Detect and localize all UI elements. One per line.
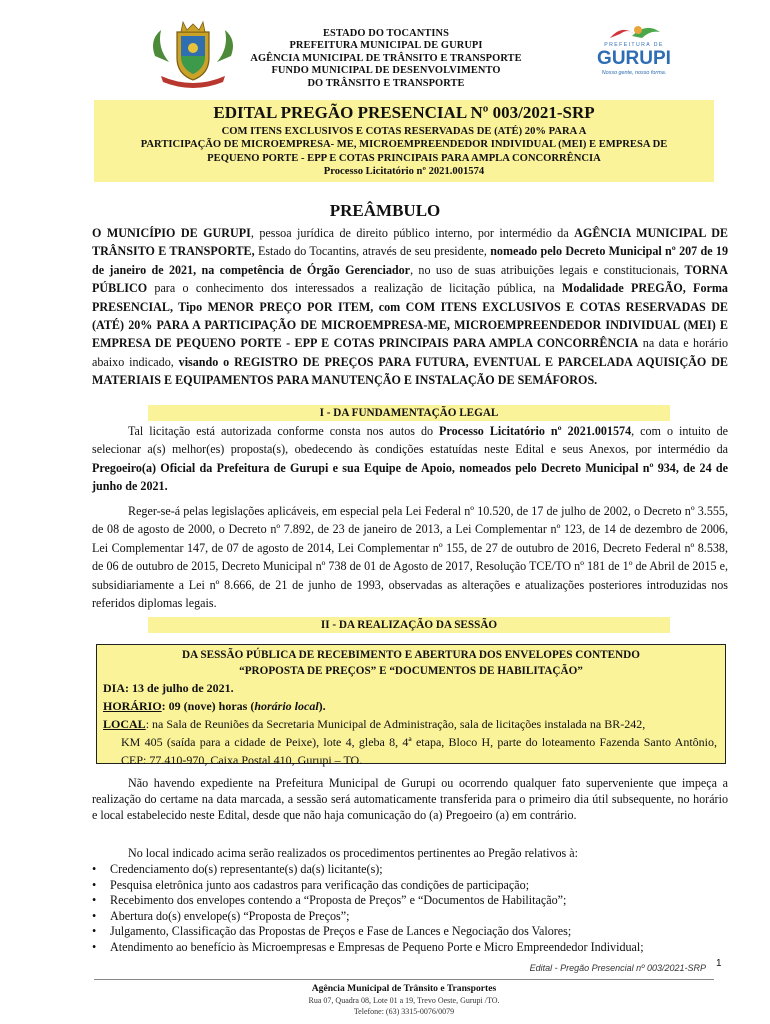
logo-top-text: PREFEITURA DE [604,42,664,48]
footer-address: Rua 07, Quadra 08, Lote 01 a 19, Trevo Oeste, Gurupi /TO. [308,996,500,1005]
gurupi-logo-icon [572,22,696,82]
municipal-crest-icon [147,18,239,88]
paragraph-text: , com o intuito de selecionar a(s) melhor(es) proposta(s), obedecendo às condições estatuídas neste Edital e seus Anexos, por intermédio da [92,424,729,457]
section-heading-fundamentacao: I - DA FUNDAMENTAÇÃO LEGAL [148,405,670,421]
footer-divider [94,979,714,980]
header-line: DO TRÂNSITO E TRANSPORTE [307,77,465,89]
list-item-text: Julgamento, Classificação das Propostas de Preços e Fase de Lances e Negociação dos Valores; [110,924,572,939]
edital-title: EDITAL PREGÃO PRESENCIAL Nº 003/2021-SRP [213,103,595,122]
footer-organization: Agência Municipal de Trânsito e Transportes [311,983,497,994]
preamble-bold: TORNA PÚBLICO [92,262,728,296]
bullet-icon: • [92,924,97,939]
preamble-text: na data e horário abaixo indicado, [92,336,728,369]
fundamentacao-paragraph-2: Reger-se-á pelas legislações aplicáveis, em especial pela Lei Federal nº 10.520, de 17 de julho de 2002, o Decreto nº 3.555, de 08 de agosto de 2000, o Decreto nº 7.892, de 23 de janeiro de 2013, a Lei Complementar nº 123, de 14 de dezembro de 2006, Lei Complementar 147, de 07 de agosto de 2014, Lei Complementar nº 155, de 27 de outubro de 2016, Decreto Federal nº 8.538, de 06 de outubro de 2015, Decreto Municipal nº 738 de 01 de Agosto de 2017, Resolução TCE/TO nº 181 de 1º de Abril de 2015 e, subsidiariamente a Lei nº 8.666, de 21 de junho de 1993, observadas as alterações e atualizações posteriores introduzidas nos referidos diplomas legais. [92,504,728,611]
time-value: : 09 (nove) horas ( [161,699,255,713]
list-item [92,862,728,878]
bullet-icon: • [92,908,97,923]
page-number: 1 [716,958,722,969]
list-item-text: Credenciamento do(s) representante(s) da(s) licitante(s); [110,862,383,876]
session-time [97,697,725,715]
paragraph-bold: Processo Licitatório nº 2021.001574 [439,424,632,438]
postponement-paragraph: Não havendo expediente na Prefeitura Municipal de Gurupi ou ocorrendo qualquer fato superveniente que impeça a realização do certame na data marcada, a sessão será automaticamente transferida para o primeiro dia útil subsequente, no horário e local estabelecido neste Edital, desde que não haja comunicação do (a) Pregoeiro (a) em contrário. [92,776,728,822]
bullet-icon: • [92,862,97,876]
session-heading-line: DA SESSÃO PÚBLICA DE RECEBIMENTO E ABERTURA DOS ENVELOPES CONTENDO [182,649,640,661]
header-line: FUNDO MUNICIPAL DE DESENVOLVIMENTO [271,65,501,77]
list-item-text: Abertura do(s) envelope(s) “Proposta de Preços”; [110,908,350,923]
bullet-icon: • [92,877,97,892]
bullet-icon: • [92,939,97,954]
list-item [92,878,728,894]
preamble-bold: Modalidade PREGÃO, Forma PRESENCIAL, Tipo MENOR PREÇO POR ITEM, com COM ITENS EXCLUSIVOS E COTAS RESERVADAS DE (ATÉ) 20% PARA A PARTICIPAÇÃO DE MICROEMPRESA-ME, MICROEMPREENDEDOR INDIVIDUAL (MEI) E EMPRESA DE PEQUENO PORTE - EPP E COTAS PRINCIPAIS PARA AMPLA CONCORRÊNCIA [92,281,728,351]
preamble-text: Estado do Tocantins, através de seu presidente, [254,244,491,259]
preamble-paragraph [92,224,728,390]
session-location [97,715,725,770]
header-line: PREFEITURA MUNICIPAL DE GURUPI [289,40,483,52]
time-label: HORÁRIO [103,699,162,713]
time-end: ). [318,699,326,713]
list-item-text: Pesquisa eletrônica junto aos cadastros para verificação das condições de participação; [110,877,530,892]
edital-reference: Edital - Pregão Presencial nº 003/2021-SRP [529,963,706,973]
time-note: horário local [254,699,319,713]
session-heading-line: “PROPOSTA DE PREÇOS” E “DOCUMENTOS DE HABILITAÇÃO” [239,664,583,677]
procedures-list [92,862,728,956]
list-item-text: Recebimento dos envelopes contendo a “Proposta de Preços” e “Documentos de Habilitação”; [110,893,567,908]
preamble-heading: PREÂMBULO [329,201,441,220]
list-item [92,940,728,956]
list-item [92,893,728,909]
fundamentacao-paragraph-1 [92,422,728,496]
location-text: : na Sala de Reuniões da Secretaria Municipal de Administração, sala de licitações instalada na BR-242, [145,717,646,731]
preamble-text: para o conhecimento dos interessados a realização de licitação pública, na [147,281,562,296]
edital-title-box [94,100,714,182]
session-box-heading [97,645,725,679]
edital-subtitle [94,125,714,179]
footer-phone: Telefone: (63) 3315-0076/0079 [353,1007,455,1016]
subtitle-line: PEQUENO PORTE - EPP E COTAS PRINCIPAIS PARA AMPLA CONCORRÊNCIA [207,152,601,164]
preamble-text: , pessoa jurídica de direito público interno, por intermédio da [250,226,575,240]
logo-slogan-text: Nosso gente, nosso forma. [601,70,667,76]
location-label: LOCAL [103,717,146,731]
list-item-text: Atendimento ao benefício às Microempresas e Empresas de Pequeno Porte e Micro Empreendedor Individual; [110,939,644,954]
preamble-text: , no uso de suas atribuições legais e constitucionais, [410,262,685,277]
location-text-continued: KM 405 (saída para a cidade de Peixe), lote 4, gleba 8, 4ª etapa, Bloco H, parte do loteamento Fazenda Santo Antônio, CEP: 77.410-970, Caixa Postal 410, Gurupi – TO. [121,735,717,768]
procedures-intro: No local indicado acima serão realizados os procedimentos pertinentes ao Pregão relativos à: [128,846,578,860]
process-number: Processo Licitatório nº 2021.001574 [323,166,485,178]
session-date: DIA: 13 de julho de 2021. [103,681,234,695]
logo-name-text: GURUPI [597,48,671,69]
page-footer [94,983,714,1017]
preamble-bold: O MUNICÍPIO DE GURUPI [92,226,251,240]
preamble-bold: AGÊNCIA MUNICIPAL DE TRÂNSITO E TRANSPORTE, [92,226,728,259]
paragraph-bold: Pregoeiro(a) Oficial da Prefeitura de Gurupi e sua Equipe de Apoio, nomeados pelo Decreto Municipal nº 934, de 24 de junho de 2021. [92,460,728,494]
list-item [92,924,728,940]
header-line: ESTADO DO TOCANTINS [322,28,450,39]
header-lines [236,28,536,90]
subtitle-line: PARTICIPAÇÃO DE MICROEMPRESA- ME, MICROEMPREENDEDOR INDIVIDUAL (MEI) E EMPRESA DE [140,139,668,151]
session-info-box [96,644,726,768]
subtitle-line: COM ITENS EXCLUSIVOS E COTAS RESERVADAS DE (ATÉ) 20% PARA A [221,126,587,137]
preamble-bold: visando o REGISTRO DE PREÇOS PARA FUTURA, EVENTUAL E PARCELADA AQUISIÇÃO DE MATERIAIS E EQUIPAMENTOS PARA MANUTENÇÃO E INSTALAÇÃO DE SEMÁFOROS. [92,354,728,388]
preamble-bold: nomeado pelo Decreto Municipal nº 207 de 19 de janeiro de 2021, na competência de Órgão Gerenciador [92,244,728,277]
header-line: AGÊNCIA MUNICIPAL DE TRÂNSITO E TRANSPORTE [250,52,522,64]
section-heading-sessao: II - DA REALIZAÇÃO DA SESSÃO [148,617,670,633]
list-item [92,909,728,925]
bullet-icon: • [92,893,97,908]
paragraph-text: Tal licitação está autorizada conforme consta nos autos do [128,424,440,438]
